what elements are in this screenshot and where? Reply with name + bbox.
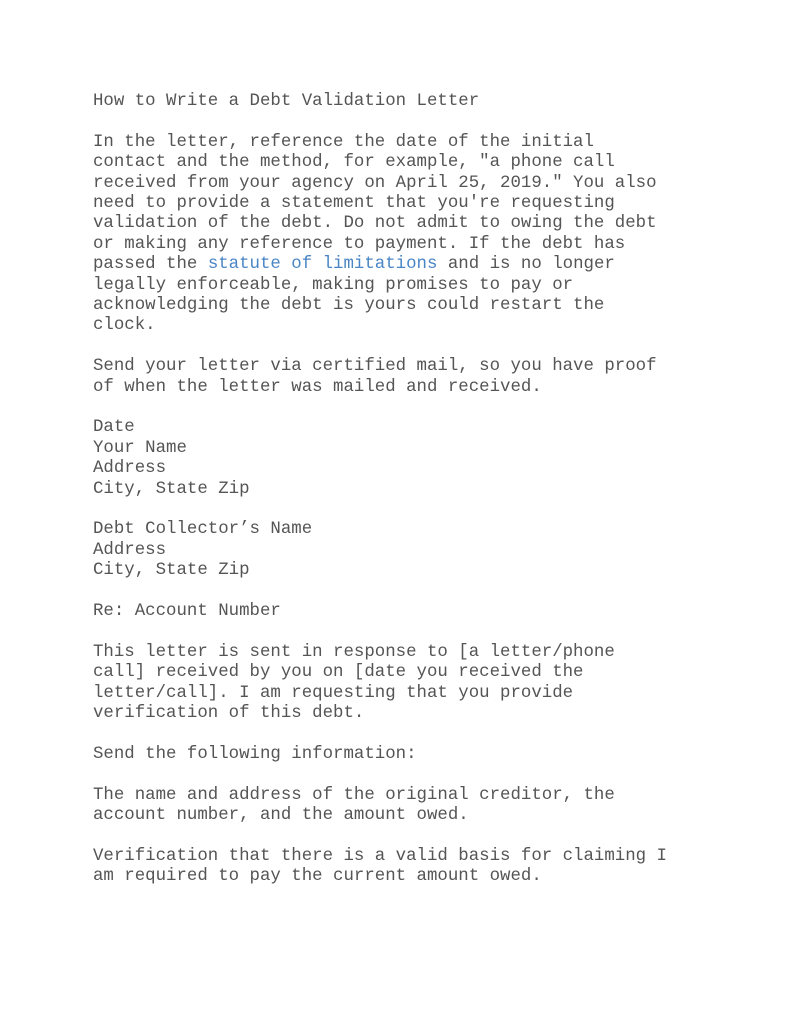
re-line-block bbox=[93, 602, 753, 622]
intro-paragraph bbox=[93, 133, 753, 337]
body-line: This letter is sent in response to [a letter/phone bbox=[93, 642, 615, 662]
certified-mail-paragraph bbox=[93, 357, 753, 398]
verification-paragraph bbox=[93, 847, 753, 888]
send-info-block bbox=[93, 745, 753, 765]
intro-text: passed the bbox=[93, 255, 208, 275]
certified-line: Send your letter via certified mail, so you have proof bbox=[93, 357, 657, 377]
intro-line: need to provide a statement that you're requesting bbox=[93, 194, 615, 214]
creditor-paragraph bbox=[93, 786, 753, 827]
letter-document bbox=[93, 92, 753, 908]
re-account-number: Re: Account Number bbox=[93, 602, 281, 622]
certified-line: of when the letter was mailed and received. bbox=[93, 377, 542, 397]
intro-line: clock. bbox=[93, 316, 156, 336]
document-title-block bbox=[93, 92, 753, 112]
sender-name: Your Name bbox=[93, 438, 187, 458]
recipient-city: City, State Zip bbox=[93, 561, 250, 581]
intro-line: received from your agency on April 25, 2019." You also bbox=[93, 173, 657, 193]
intro-line: legally enforceable, making promises to pay or bbox=[93, 275, 574, 295]
sender-address-block bbox=[93, 418, 753, 500]
intro-text: and is no longer bbox=[437, 255, 615, 275]
intro-line: acknowledging the debt is yours could restart the bbox=[93, 296, 605, 316]
sender-city: City, State Zip bbox=[93, 479, 250, 499]
body-line: letter/call]. I am requesting that you provide bbox=[93, 683, 574, 703]
intro-line: or making any reference to payment. If the debt has bbox=[93, 234, 626, 254]
sender-date: Date bbox=[93, 418, 135, 438]
body-line: call] received by you on [date you received the bbox=[93, 663, 584, 683]
verification-line: Verification that there is a valid basis for claiming I bbox=[93, 846, 667, 866]
body-line: verification of this debt. bbox=[93, 704, 365, 724]
verification-line: am required to pay the current amount owed. bbox=[93, 867, 542, 887]
recipient-address-block bbox=[93, 520, 753, 581]
statute-of-limitations-link[interactable]: statute of limitations bbox=[207, 255, 438, 275]
body-paragraph bbox=[93, 643, 753, 725]
creditor-line: account number, and the amount owed. bbox=[93, 806, 469, 826]
send-info-heading: Send the following information: bbox=[93, 744, 417, 764]
recipient-name: Debt Collector’s Name bbox=[93, 520, 313, 540]
document-title: How to Write a Debt Validation Letter bbox=[93, 92, 480, 111]
sender-address: Address bbox=[93, 459, 167, 479]
recipient-address: Address bbox=[93, 540, 167, 560]
intro-line: contact and the method, for example, "a phone call bbox=[93, 153, 615, 173]
intro-line: validation of the debt. Do not admit to owing the debt bbox=[93, 214, 657, 234]
intro-line: In the letter, reference the date of the initial bbox=[93, 132, 594, 152]
creditor-line: The name and address of the original creditor, the bbox=[93, 785, 615, 805]
intro-line-with-link bbox=[93, 255, 753, 275]
